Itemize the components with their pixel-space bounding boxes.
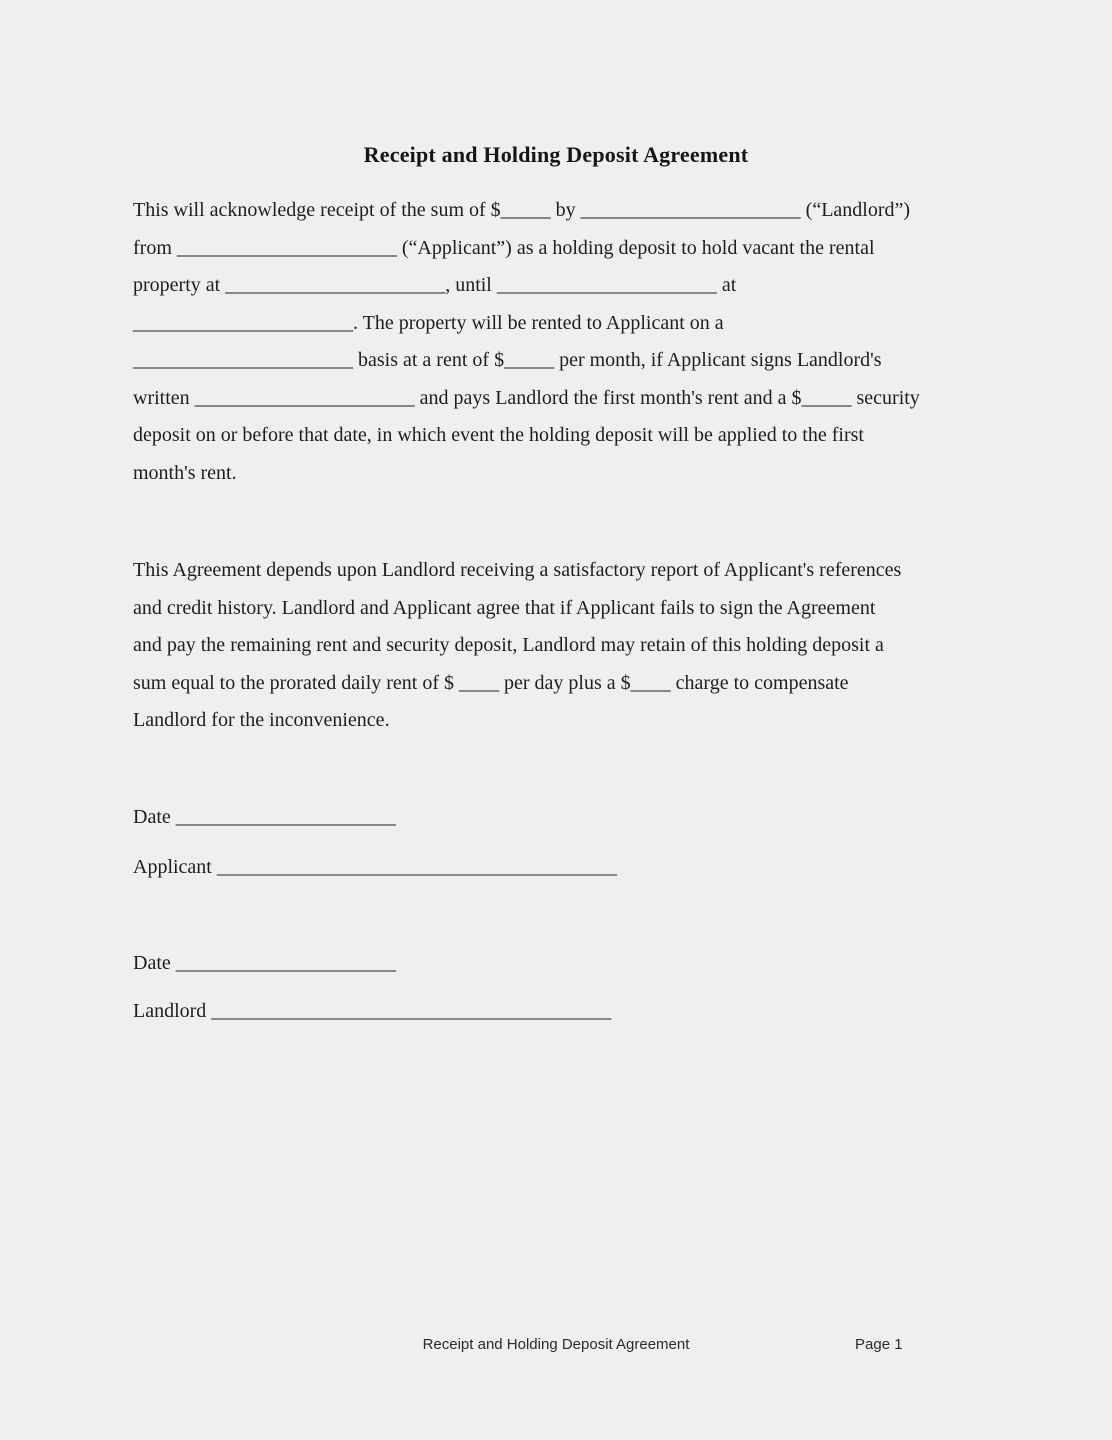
paragraph-line: sum equal to the prorated daily rent of $ ____ per day plus a $____ charge to compensate: [133, 671, 849, 694]
paragraph-line: and pay the remaining rent and security deposit, Landlord may retain of this holding deposit a: [133, 634, 884, 656]
footer-page-number: Page 1: [855, 1336, 903, 1353]
paragraph-line: deposit on or before that date, in which event the holding deposit will be applied to the first: [133, 424, 864, 446]
page-footer: [0, 1336, 1112, 1353]
paragraph-agreement-conditions: [133, 552, 993, 740]
applicant-signature-line: Applicant ________________________________________: [133, 856, 617, 878]
paragraph-line: ______________________. The property will be rented to Applicant on a: [133, 311, 724, 334]
paragraph-line: property at ______________________, until ______________________ at: [133, 274, 737, 296]
document-title: Receipt and Holding Deposit Agreement: [363, 142, 749, 167]
footer-document-title: Receipt and Holding Deposit Agreement: [422, 1336, 690, 1353]
landlord-date-signature-line: Date ______________________: [133, 952, 396, 974]
paragraph-line: written ______________________ and pays Landlord the first month's rent and a $_____ security: [133, 386, 920, 409]
landlord-signature-line: Landlord ________________________________________: [133, 1000, 612, 1022]
paragraph-line: This Agreement depends upon Landlord receiving a satisfactory report of Applicant's references: [133, 559, 902, 581]
paragraph-line: month's rent.: [133, 461, 237, 484]
paragraph-line: Landlord for the inconvenience.: [133, 709, 390, 731]
paragraph-line: and credit history. Landlord and Applicant agree that if Applicant fails to sign the Agreement: [133, 596, 876, 619]
paragraph-line: ______________________ basis at a rent of $_____ per month, if Applicant signs Landlord's: [133, 349, 882, 371]
applicant-date-signature-line: Date ______________________: [133, 806, 396, 828]
paragraph-deposit-terms: [133, 192, 993, 492]
paragraph-line: from ______________________ (“Applicant”) as a holding deposit to hold vacant the rental: [133, 236, 875, 259]
paragraph-line: This will acknowledge receipt of the sum of $_____ by ______________________ (“Landlord”): [133, 199, 911, 221]
